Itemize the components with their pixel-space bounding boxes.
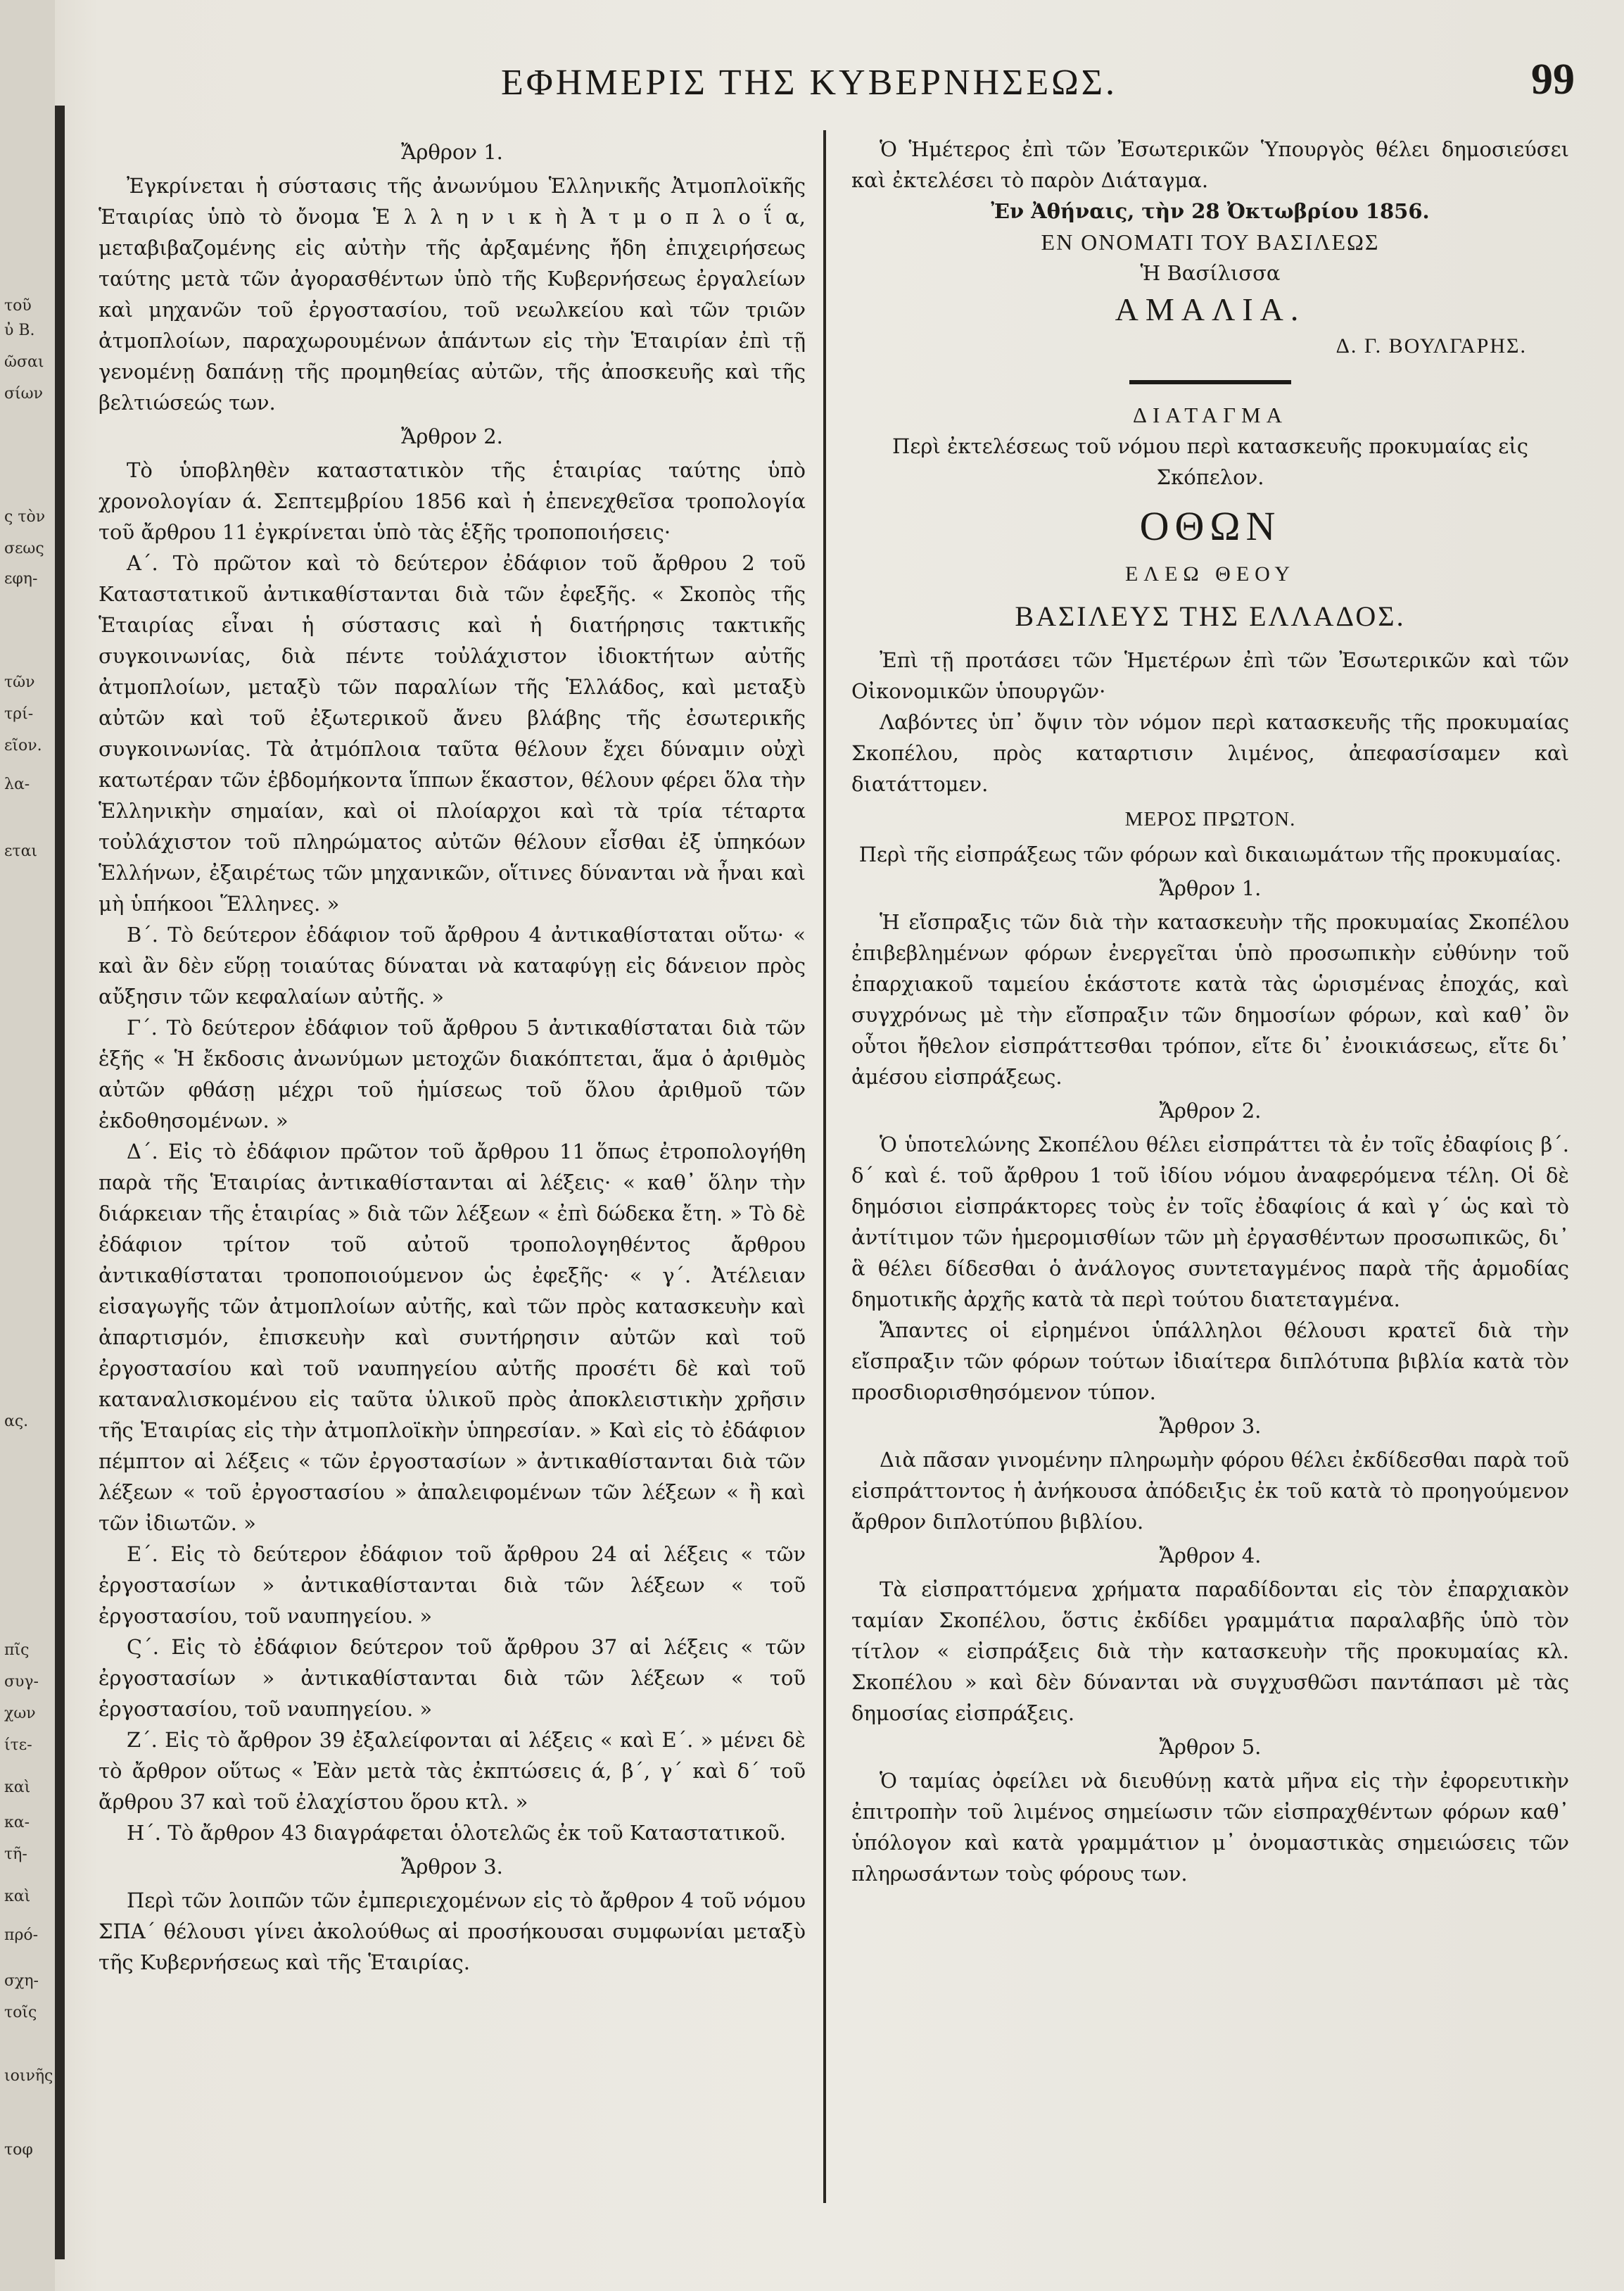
part-heading: ΜΕΡΟΣ ΠΡΩΤΟΝ. xyxy=(1124,808,1296,831)
article-text: Ὁ ταμίας ὀφείλει νὰ διευθύνῃ κατὰ μῆνα εἰς τὴν ἐφορευτικὴν ἐπιτροπὴν τοῦ λιμένος σημείωσιν τῶν εἰσπραχθέντων φόρων καθ᾽ ὑπόλογον καὶ κατὰ γραμμάτιον μ᾽ ὀνομαστικὰς σημειώσεις τῶν πληρωσάντων τοὺς φόρους των. xyxy=(851,1769,1569,1886)
article-text: Ὁ ὑποτελώνης Σκοπέλου θέλει εἰσπράττει τὰ ἐν τοῖς ἐδαφίοις β΄. δ΄ καὶ έ. τοῦ ἄρθρου 1 τοῦ ἰδίου νόμου ἀναφερόμενα τέλη. Οἱ δὲ δημόσιοι εἰσπράκτορες τοὺς ἐν τοῖς ἐδαφίοις ά καὶ γ΄ ὡς καὶ τὸ ἀντίτιμον τῶν ἡμερομισθίων τῶν μὴ ἐργασθέντων προσωπικῶς, δι᾽ ἃ θέλει δίδεσθαι ὁ ἀνάλογος συντεταγμένος παρὰ τῆς ἁρμοδίας δημοτικῆς ἀρχῆς κατὰ τὰ περὶ τούτου διατεταγμένα. xyxy=(851,1132,1569,1311)
article-heading: Ἄρθρον 3. xyxy=(401,1855,503,1879)
article-text: Τὸ ὑποβληθὲν καταστατικὸν τῆς ἑταιρίας ταύτης ὑπὸ χρονολογίαν ά. Σεπτεμβρίου 1856 καὶ ἡ ἐπενεχθεῖσα τροπολογία τοῦ ἄρθρου 11 ἐγκρίνεται ὑπὸ τὰς ἑξῆς τροποποιήσεις· xyxy=(99,458,806,544)
margin-fragment: τοῖς xyxy=(4,2004,37,2021)
margin-fragment: πῖς xyxy=(4,1641,30,1659)
queen-signature: ΑΜΑΛΙΑ. xyxy=(1115,291,1306,327)
queen-label: Ἡ Βασίλισσα xyxy=(1140,261,1281,285)
article-heading: Ἄρθρον 1. xyxy=(401,140,503,164)
margin-fragment: ιοινῆς xyxy=(4,2067,53,2085)
margin-fragment: ίτε- xyxy=(4,1736,32,1754)
margin-fragment: ῶσαι xyxy=(4,353,44,371)
gazette-title: ΕΦΗΜΕΡΙΣ ΤΗΣ ΚΥΒΕΡΝΗΣΕΩΣ. xyxy=(501,63,1117,103)
margin-fragment: τρί- xyxy=(4,705,34,723)
margin-fragment: καὶ xyxy=(4,1888,31,1905)
margin-fragment: εται xyxy=(4,842,38,860)
margin-fragment: τοφ xyxy=(4,2141,33,2159)
margin-fragment: χων xyxy=(4,1705,36,1722)
amendment-paragraph: Η΄. Τὸ ἄρθρον 43 διαγράφεται ὁλοτελῶς ἐκ τοῦ Καταστατικοῦ. xyxy=(127,1821,786,1845)
article-text: Ἡ εἴσπραξις τῶν διὰ τὴν κατασκευὴν τῆς προκυμαίας Σκοπέλου ἐπιβεβλημένων φόρων ἐνεργεῖται ὑπὸ προσωπικὴν εὐθύνην τοῦ ἐπαρχιακοῦ ταμείου ἑκάστοτε κατὰ τὰς ὡρισμένας ἐποχάς, καὶ συγχρόνως μὲ τὴν εἴσπραξιν τῶν δημοσίων φόρων, καὶ καθ᾽ ὃν οὗτοι ἤθελον εἰσπράττεσθαι τρόπον, εἴτε δι᾽ ἐνοικιάσεως, εἴτε δι᾽ ἀμέσου εἰσπράξεως. xyxy=(851,910,1569,1089)
margin-fragment: λα- xyxy=(4,776,30,793)
amendment-paragraph: Ε΄. Εἰς τὸ δεύτερον ἐδάφιον τοῦ ἄρθρου 24 αἱ λέξεις « τῶν ἐργοστασίων » ἀντικαθίστανται διὰ τῶν λέξεων « τοῦ ἐργοστασίου, τοῦ ναυπηγείου. » xyxy=(99,1542,806,1628)
decree-date: Ἐν Ἀθήναις, τὴν 28 Ὀκτωβρίου 1856. xyxy=(991,199,1430,223)
margin-fragment: πρό- xyxy=(4,1926,39,1944)
margin-fragment: τῶν xyxy=(4,674,35,691)
margin-fragment: τοῦ xyxy=(4,297,32,315)
article-text: Ἐγκρίνεται ἡ σύστασις τῆς ἀνωνύμου Ἑλληνικῆς Ἀτμοπλοϊκῆς Ἑταιρίας ὑπὸ τὸ ὄνομα Ἑ λ λ η ν ι κ ὴ Ἀ τ μ ο π λ ο ΐ α, μεταβιβαζομένης εἰς αὐτὴν τῆς ἀρξαμένης ἤδη ἐπιχειρήσεως ταύτης μετὰ τῶν ἀγορασθέντων ὑπὸ τῆς Κυβερνήσεως ἐργαλείων καὶ μηχανῶν τοῦ ἐργοστασίου, τοῦ νεωλκείου καὶ τῶν τριῶν ἀτμοπλοίων, παραχωρουμένων ἁπάντων εἰς τὴν Ἑταιρίαν ἐπὶ τῇ γενομένῃ δαπάνῃ τῆς προμηθείας αὐτῶν, τῆς ἀποσκευῆς καὶ τῆς βελτιώσεώς των. xyxy=(99,174,806,415)
amendment-paragraph: Ϛ΄. Εἰς τὸ ἐδάφιον δεύτερον τοῦ ἄρθρου 37 αἱ λέξεις « τῶν ἐργοστασίων » ἀντικαθίστανται διὰ τῶν λέξεων « τοῦ ἐργοστασίου, τοῦ ναυπηγείου. » xyxy=(99,1635,806,1721)
article-heading: Ἄρθρον 4. xyxy=(1159,1544,1262,1567)
page-number: 99 xyxy=(1531,56,1575,103)
decree-proposal: Ἐπὶ τῇ προτάσει τῶν Ἡμετέρων ἐπὶ τῶν Ἐσωτερικῶν καὶ τῶν Οἰκονομικῶν ὑπουργῶν· xyxy=(851,648,1569,703)
margin-fragment: εῖον. xyxy=(4,737,42,755)
article-text: Περὶ τῶν λοιπῶν τῶν ἐμπεριεχομένων εἰς τὸ ἄρθρον 4 τοῦ νόμου ΣΠΑ΄ θέλουσι γίνει ἀκολούθως αἱ προσήκουσαι συμφωνίαι μεταξὺ τῆς Κυβερνήσεως καὶ τῆς Ἑταιρίας. xyxy=(99,1888,806,1974)
king-name: ΟΘΩΝ xyxy=(1139,503,1281,549)
binding-edge-margin xyxy=(0,0,55,2291)
margin-fragment: ς τὸν xyxy=(4,508,46,526)
article-heading: Ἄρθρον 1. xyxy=(1159,876,1262,900)
amendment-paragraph: Δ΄. Εἰς τὸ ἐδάφιον πρῶτον τοῦ ἄρθρου 11 ὅπως ἐτροπολογήθη παρὰ τῆς Ἑταιρίας ἀντικαθίστανται αἱ λέξεις· « καθ᾽ ὅλην τὴν διάρκειαν τῆς ἑταιρίας » διὰ τῶν λέξεων « ἐπὶ δώδεκα ἔτη. » Τὸ δὲ ἐδάφιον τρίτον τοῦ αὐτοῦ τροπολογηθέντος ἄρθρου ἀντικαθίσταται τροποποιούμενον ὡς ἐφεξῆς· « γ΄. Ἀτέλειαν εἰσαγωγῆς τῶν ἀτμοπλοίων αὐτῆς, καὶ τῶν πρὸς κατασκευὴν καὶ ἀπαρτισμόν, ἐπισκευὴν καὶ συντήρησιν αὐτῶν καὶ τοῦ ἐργοστασίου καὶ τοῦ ναυπηγείου αὐτῆς προσέτι δὲ καὶ τοῦ καταναλισκομένου εἰς ταῦτα ὑλικοῦ πρὸς ἀποκλειστικὴν χρῆσιν τῆς Ἑταιρίας εἰς τὴν ἀτμοπλοϊκὴν ὑπηρεσίαν. » Καὶ εἰς τὸ ἐδάφιον πέμπτον αἱ λέξεις « τῶν ἐργοστασίων » ἀντικαθίστανται διὰ τῶν λέξεων « τοῦ ἐργοστασίου » ἀπαλειφομένων τῶν λέξεων « ἢ καὶ τῶν ἰδιωτῶν. » xyxy=(99,1140,806,1535)
article-heading: Ἄρθρον 5. xyxy=(1159,1735,1262,1759)
decree-heading: ΔΙΑΤΑΓΜΑ xyxy=(1133,403,1288,427)
amendment-paragraph: Β΄. Τὸ δεύτερον ἐδάφιον τοῦ ἄρθρου 4 ἀντικαθίσταται οὕτω· « καὶ ἂν δὲν εὕρῃ τοιαύτας δύναται νὰ καταφύγῃ εἰς δάνειον πρὸς αὔξησιν τῶν κεφαλαίων αὐτῆς. » xyxy=(99,923,806,1009)
amendment-paragraph: Α΄. Τὸ πρῶτον καὶ τὸ δεύτερον ἐδάφιον τοῦ ἄρθρου 2 τοῦ Καταστατικοῦ ἀντικαθίστανται διὰ τῶν ἐφεξῆς. « Σκοπὸς τῆς Ἑταιρίας εἶναι ἡ σύστασις καὶ ἡ διατήρησις τακτικῆς συγκοινωνίας, διὰ πέντε τοὐλάχιστον ἰδιοκτήτων αὐτῆς ἀτμοπλοίων, μεταξὺ τῶν παραλίων τῆς Ἑλλάδος, καὶ μεταξὺ αὐτῶν καὶ τοῦ ἐξωτερικοῦ ἄνευ βλάβης τῆς ἐσωτερικῆς συγκοινωνίας. Τὰ ἀτμόπλοια ταῦτα θέλουν ἔχει δύναμιν οὐχὶ κατωτέραν τῶν ἑβδομήκοντα ἵππων ἕκαστον, θέλουν φέρει ὅλα τὴν Ἑλληνικὴν σημαίαν, καὶ οἱ πλοίαρχοι καὶ τὰ τρία τέταρτα τοὐλάχιστον τοῦ πληρώματος αὐτῶν θέλουν εἶσθαι ἐξ ὑπηκόων Ἑλλήνων, ἐξαιρέτως τῶν μηχανικῶν, οἵτινες δύνανται νὰ ἦναι καὶ μὴ ὑπήκοοι Ἕλληνες. » xyxy=(99,551,806,916)
margin-fragment: συγ- xyxy=(4,1673,39,1691)
part-subheading: Περὶ τῆς εἰσπράξεως τῶν φόρων καὶ δικαιωμάτων τῆς προκυμαίας. xyxy=(858,842,1562,866)
amendment-paragraph: Ζ΄. Εἰς τὸ ἄρθρον 39 ἐξαλείφονται αἱ λέξεις « καὶ Ε΄. » μένει δὲ τὸ ἄρθρον οὕτως « Ἐὰν μετὰ τὰς ἐκπτώσεις ά, β΄, γ΄ καὶ δ΄ τοῦ ἄρθρου 37 καὶ τοῦ ἐλαχίστου ὅρου κτλ. » xyxy=(99,1728,806,1814)
article-text: Τὰ εἰσπραττόμενα χρήματα παραδίδονται εἰς τὸν ἐπαρχιακὸν ταμίαν Σκοπέλου, ὅστις ἐκδίδει γραμμάτια παραλαβῆς ὑπὸ τὸν τίτλον « εἰσπράξεις διὰ τὴν κατασκευὴν τῆς προκυμαίας κλ. Σκοπέλου » καὶ δὲν δύνανται νὰ συγχυσθῶσι παντάπασι μὲ τὰς δημοσίας εἰσπράξεις. xyxy=(851,1577,1569,1725)
margin-fragment: εφη- xyxy=(4,570,38,588)
left-column xyxy=(99,134,806,1978)
article-heading: Ἄρθρον 2. xyxy=(401,424,503,448)
decree-considering: Λαβόντες ὑπ᾽ ὄψιν τὸν νόμον περὶ κατασκευῆς τῆς προκυμαίας Σκοπέλου, πρὸς καταρτισιν λιμένος, ἀπεφασίσαμεν καὶ διατάττομεν. xyxy=(851,710,1569,796)
column-divider xyxy=(823,130,826,2203)
margin-fragment: ὐ Β. xyxy=(4,322,35,339)
binding-rule xyxy=(55,106,65,2259)
section-rule xyxy=(1129,380,1291,384)
right-column xyxy=(851,134,1569,1889)
margin-fragment: σίων xyxy=(4,385,43,403)
article-text: Διὰ πᾶσαν γινομένην πληρωμὴν φόρου θέλει ἐκδίδεσθαι παρὰ τοῦ εἰσπράττοντος ἡ ἀνήκουσα ἀπόδειξις ἐκ τοῦ κατὰ τὸ προηγούμενον ἄρθρον διπλοτύπου βιβλίου. xyxy=(851,1448,1569,1534)
article-heading: Ἄρθρον 3. xyxy=(1159,1414,1262,1438)
margin-fragment: κα- xyxy=(4,1814,30,1831)
margin-fragment: ας. xyxy=(4,1413,29,1430)
margin-fragment: καὶ xyxy=(4,1779,31,1796)
by-grace-of-god: ΕΛΕΩ ΘΕΟΥ xyxy=(1124,562,1296,586)
margin-fragment: σχη- xyxy=(4,1972,39,1990)
king-of-greece: ΒΑΣΙΛΕΥΣ ΤΗΣ ΕΛΛΑΔΟΣ. xyxy=(1015,600,1406,632)
margin-fragment: τῆ- xyxy=(4,1845,27,1863)
in-the-name-of-the-king: ΕΝ ΟΝΟΜΑΤΙ ΤΟΥ ΒΑΣΙΛΕΩΣ xyxy=(1041,229,1380,255)
article-heading: Ἄρθρον 2. xyxy=(1159,1099,1262,1123)
article-text: Ἅπαντες οἱ εἰρημένοι ὑπάλληλοι θέλουσι κρατεῖ διὰ τὴν εἴσπραξιν τῶν φόρων τούτων ἰδιαίτερα διπλότυπα βιβλία κατὰ τὸν προσδιορισθησόμενον τύπον. xyxy=(851,1318,1569,1404)
margin-fragment: σεως xyxy=(4,540,44,557)
minister-signature: Δ. Γ. ΒΟΥΛΓΑΡΗΣ. xyxy=(1336,334,1527,358)
closing-clause: Ὁ Ἡμέτερος ἐπὶ τῶν Ἐσωτερικῶν Ὑπουργὸς θέλει δημοσιεύσει καὶ ἐκτελέσει τὸ παρὸν Διάταγμα. xyxy=(851,137,1569,192)
amendment-paragraph: Γ΄. Τὸ δεύτερον ἐδάφιον τοῦ ἄρθρου 5 ἀντικαθίσταται διὰ τῶν ἑξῆς « Ἡ ἔκδοσις ἀνωνύμων μετοχῶν διακόπτεται, ἅμα ὁ ἀριθμὸς αὐτῶν φθάσῃ μέχρι τοῦ ἡμίσεως τοῦ ὅλου ἀριθμοῦ τῶν ἐκδοθησομένων. » xyxy=(99,1016,806,1132)
decree-subject: Περὶ ἐκτελέσεως τοῦ νόμου περὶ κατασκευῆς προκυμαίας εἰς Σκόπελον. xyxy=(892,434,1528,489)
